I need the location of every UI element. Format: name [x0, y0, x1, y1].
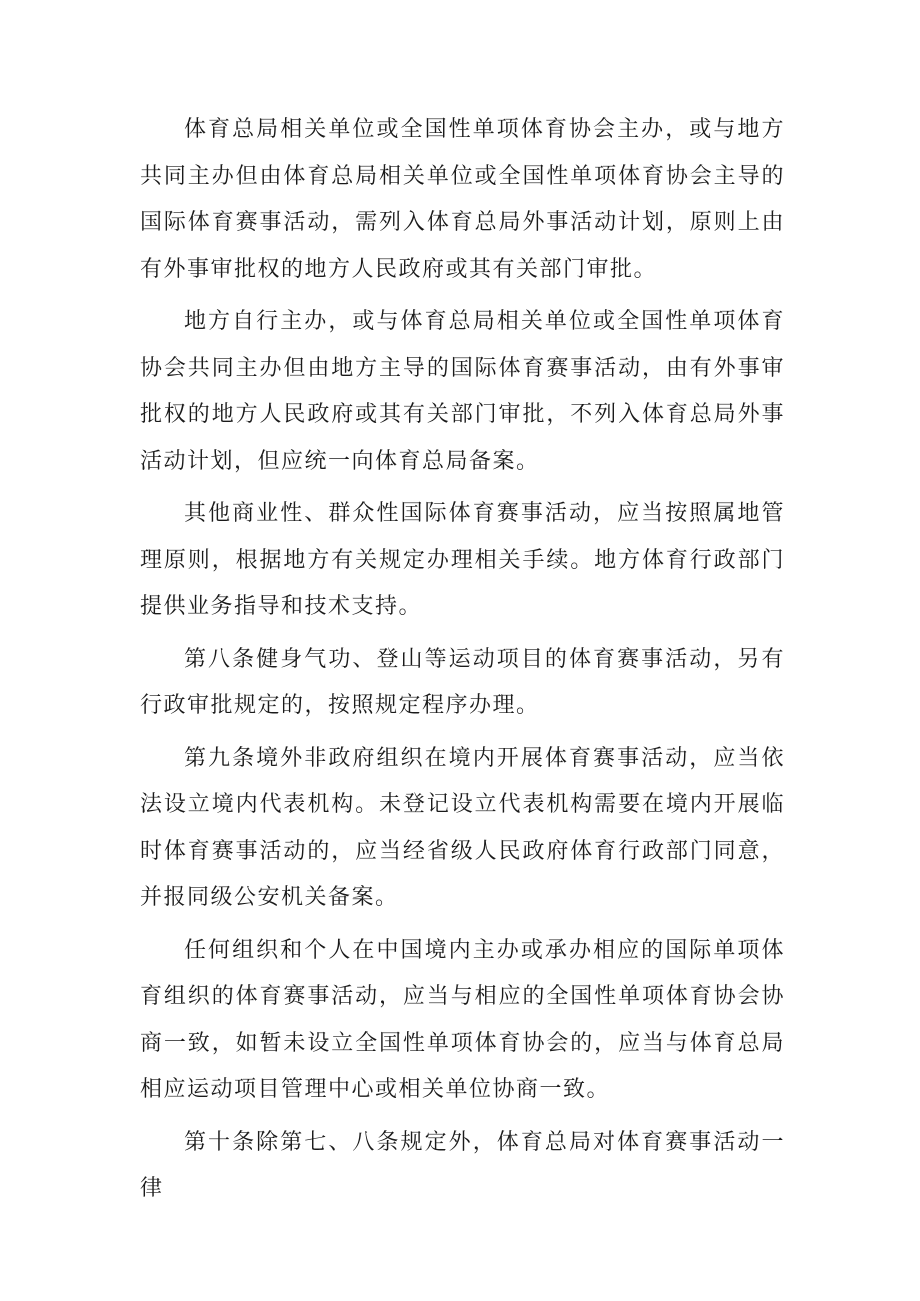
paragraph-article-8: 第八条健身气功、登山等运动项目的体育赛事活动，另有行政审批规定的，按照规定程序办理。	[140, 646, 785, 718]
paragraph-6: 任何组织和个人在中国境内主办或承办相应的国际单项体育组织的体育赛事活动，应当与相应的全国性单项体育协会协商一致，如暂未设立全国性单项体育协会的，应当与体育总局相应运动项目管理中心或相关单位协商一致。	[140, 937, 785, 1102]
paragraph-1: 体育总局相关单位或全国性单项体育协会主办，或与地方共同主办但由体育总局相关单位或全国性单项体育协会主导的国际体育赛事活动，需列入体育总局外事活动计划，原则上由有外事审批权的地方人民政府或其有关部门审批。	[140, 117, 785, 282]
paragraph-article-9: 第九条境外非政府组织在境内开展体育赛事活动，应当依法设立境内代表机构。未登记设立代表机构需要在境内开展临时体育赛事活动的，应当经省级人民政府体育行政部门同意，并报同级公安机关备案。	[140, 745, 785, 910]
paragraph-3: 其他商业性、群众性国际体育赛事活动，应当按照属地管理原则，根据地方有关规定办理相关手续。地方体育行政部门提供业务指导和技术支持。	[140, 501, 785, 619]
paragraph-2: 地方自行主办，或与体育总局相关单位或全国性单项体育协会共同主办但由地方主导的国际体育赛事活动，由有外事审批权的地方人民政府或其有关部门审批，不列入体育总局外事活动计划，但应统一向体育总局备案。	[140, 309, 785, 474]
document-body	[140, 107, 785, 1219]
paragraph-article-10: 第十条除第七、八条规定外，体育总局对体育赛事活动一律	[140, 1129, 785, 1201]
